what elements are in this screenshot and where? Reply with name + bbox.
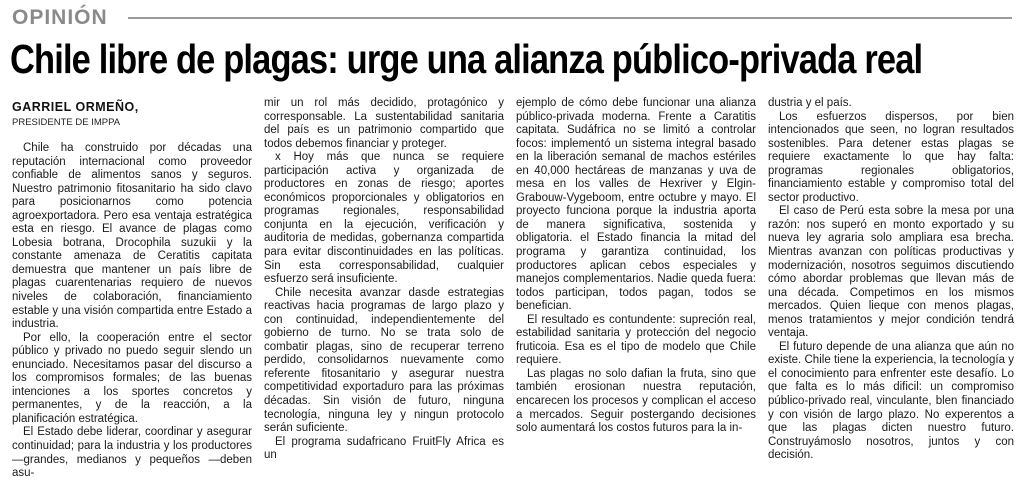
article-paragraph: El caso de Perú esta sobre la mesa por una razón: nos superó en monto exportado y su nueva ley agraria solo ampliara esa brecha. Mientras avanzan con políticas productivas y modernización, nosotros seguimos discutiendo cómo abordar problemas que llevan más de una década. Competimos en los mismos mercados. Quien lieque con menos plagas, menos tratamientos y mejor condición tendrá ventaja. <box>768 205 1014 340</box>
article-paragraph: x Hoy más que nunca se requiere participación activa y organizada de productores en zonas de riesgo; aportes económicos proporcionales y obligatorios en programas regionales, responsabilidad conjunta en la ejecución, verificación y auditoria de medidas, gobernanza compartida para evitar discontinuidades en las políticas. Sin esta corresponsabilidad, cualquier esfuerzo será insuficiente. <box>264 151 504 286</box>
article-paragraph: Las plagas no solo dafian la fruta, sino que también erosionan nuestra reputación, encarecen los procesos y complican el acceso a mercados. Seguir postergando decisiones solo aumentará los costos futuros para la in- <box>516 367 756 435</box>
author-name: GARRIEL ORMEÑO, <box>12 100 139 114</box>
article-column-4 <box>768 97 1014 463</box>
article-paragraph: El Estado debe liderar, coordinar y asegurar continuidad; para la industria y los productores —grandes, medianos y pequeños —deben asu- <box>12 426 252 480</box>
article-paragraph: El futuro depende de una alianza que aún no existe. Chile tiene la experiencia, la tecnología y el conocimiento para enfrenter este desafío. Lo que falta es lo más dificil: un compromiso público-privado real, vinculante, blen financiado y con visión de largo plazo. No experentos a que las plagas dicten nuestro futuro. Construyámoslo nosotros, juntos y con decisión. <box>768 340 1014 462</box>
section-divider <box>128 17 1012 19</box>
headline: Chile libre de plagas: urge una alianza público-privada real <box>10 36 923 82</box>
article-paragraph: mir un rol más decidido, protagónico y corresponsable. La sustentabilidad sanitaria del país es un patrimonio compartido que todos debemos financiar y proteger. <box>264 97 504 150</box>
article-paragraph: ejemplo de cómo debe funcionar una alianza público-privada moderna. Frente a Caratitis capitata. Sudáfrica no se limitó a controlar focos: implementó un sistema integral basado en la liberación semanal de machos estériles en 40,000 hectáreas de manzanas y uva de mesa en los valles de Hexriver y Elgin-Grabouw-Vygeboom, entre octubre y mayo. El proyecto funciona porque la industria aporta de manera significativa, sostenida y obligatoria. el Estado financia la mitad del programa y garantiza continuidad, los productores aplican cebos especiales y manejos complementarios. Nadie queda fuera: todos participan, todos pagan, todos se benefician. <box>516 97 756 313</box>
author-role: PRESIDENTE DE IMPPA <box>12 117 121 128</box>
article-paragraph: El programa sudafricano FruitFly Africa es un <box>264 435 504 462</box>
section-label: OPINIÓN <box>12 6 108 29</box>
article-paragraph: Los esfuerzos dispersos, por bien intencionados que seen, no logran resultados sostenibles. Para detener estas plagas se requiere exactamente lo que hay falta: programas regionales obligatorios, financiamiento estable y compromiso total del sector productivo. <box>768 110 1014 204</box>
article-paragraph: Chile necesita avanzar dasde estrategias reactivas hacia programas de largo plazo y con continuidad, independientemente del gobierno de turno. No se trata solo de combatir plagas, sino de recuperar terreno perdido, consolidarnos nuevamente como referente fitosanitario y asegurar nuestra competitividad exportaduro para las próximas décadas. Sin visión de futuro, ninguna tecnología, ninguna ley y ningun protocolo serán suficiente. <box>264 286 504 435</box>
article-paragraph: Chile ha construido por décadas una reputación internacional como proveedor confiable de alimentos sanos y seguros. Nuestro patrimonio fitosanitario ha sido clavo para posicionarnos como potencia agroexportadora. Pero esa ventaja estratégica esta en riesgo. El avance de plagas como Lobesia botrana, Drocophila suzukii y la constante amenaza de Ceratitis capitata demuestra que mantener un país libre de plagas cuarentenarias requiero de nuevos niveles de colaboración, financiamiento estable y una visión compartida entre Estado a industria. <box>12 142 252 331</box>
article-column-2 <box>264 97 504 463</box>
article-paragraph: El resultado es contundente: supreción real, estabilidad sanitaria y protección del negocio fruticoia. Esa es el tipo de modelo que Chile requiere. <box>516 313 756 367</box>
article-column-3 <box>516 97 756 436</box>
article-column-1 <box>12 142 252 481</box>
article-paragraph: dustria y el país. <box>768 97 852 109</box>
article-paragraph: Por ello, la cooperación entre el sector público y privado no puedo seguir slendo un enunciado. Necesitamos pasar del discurso a los compromisos formales; de las buenas intenciones a los sportes concretos y permanentes, y de la reacción, a la planificación estratégica. <box>12 331 252 425</box>
